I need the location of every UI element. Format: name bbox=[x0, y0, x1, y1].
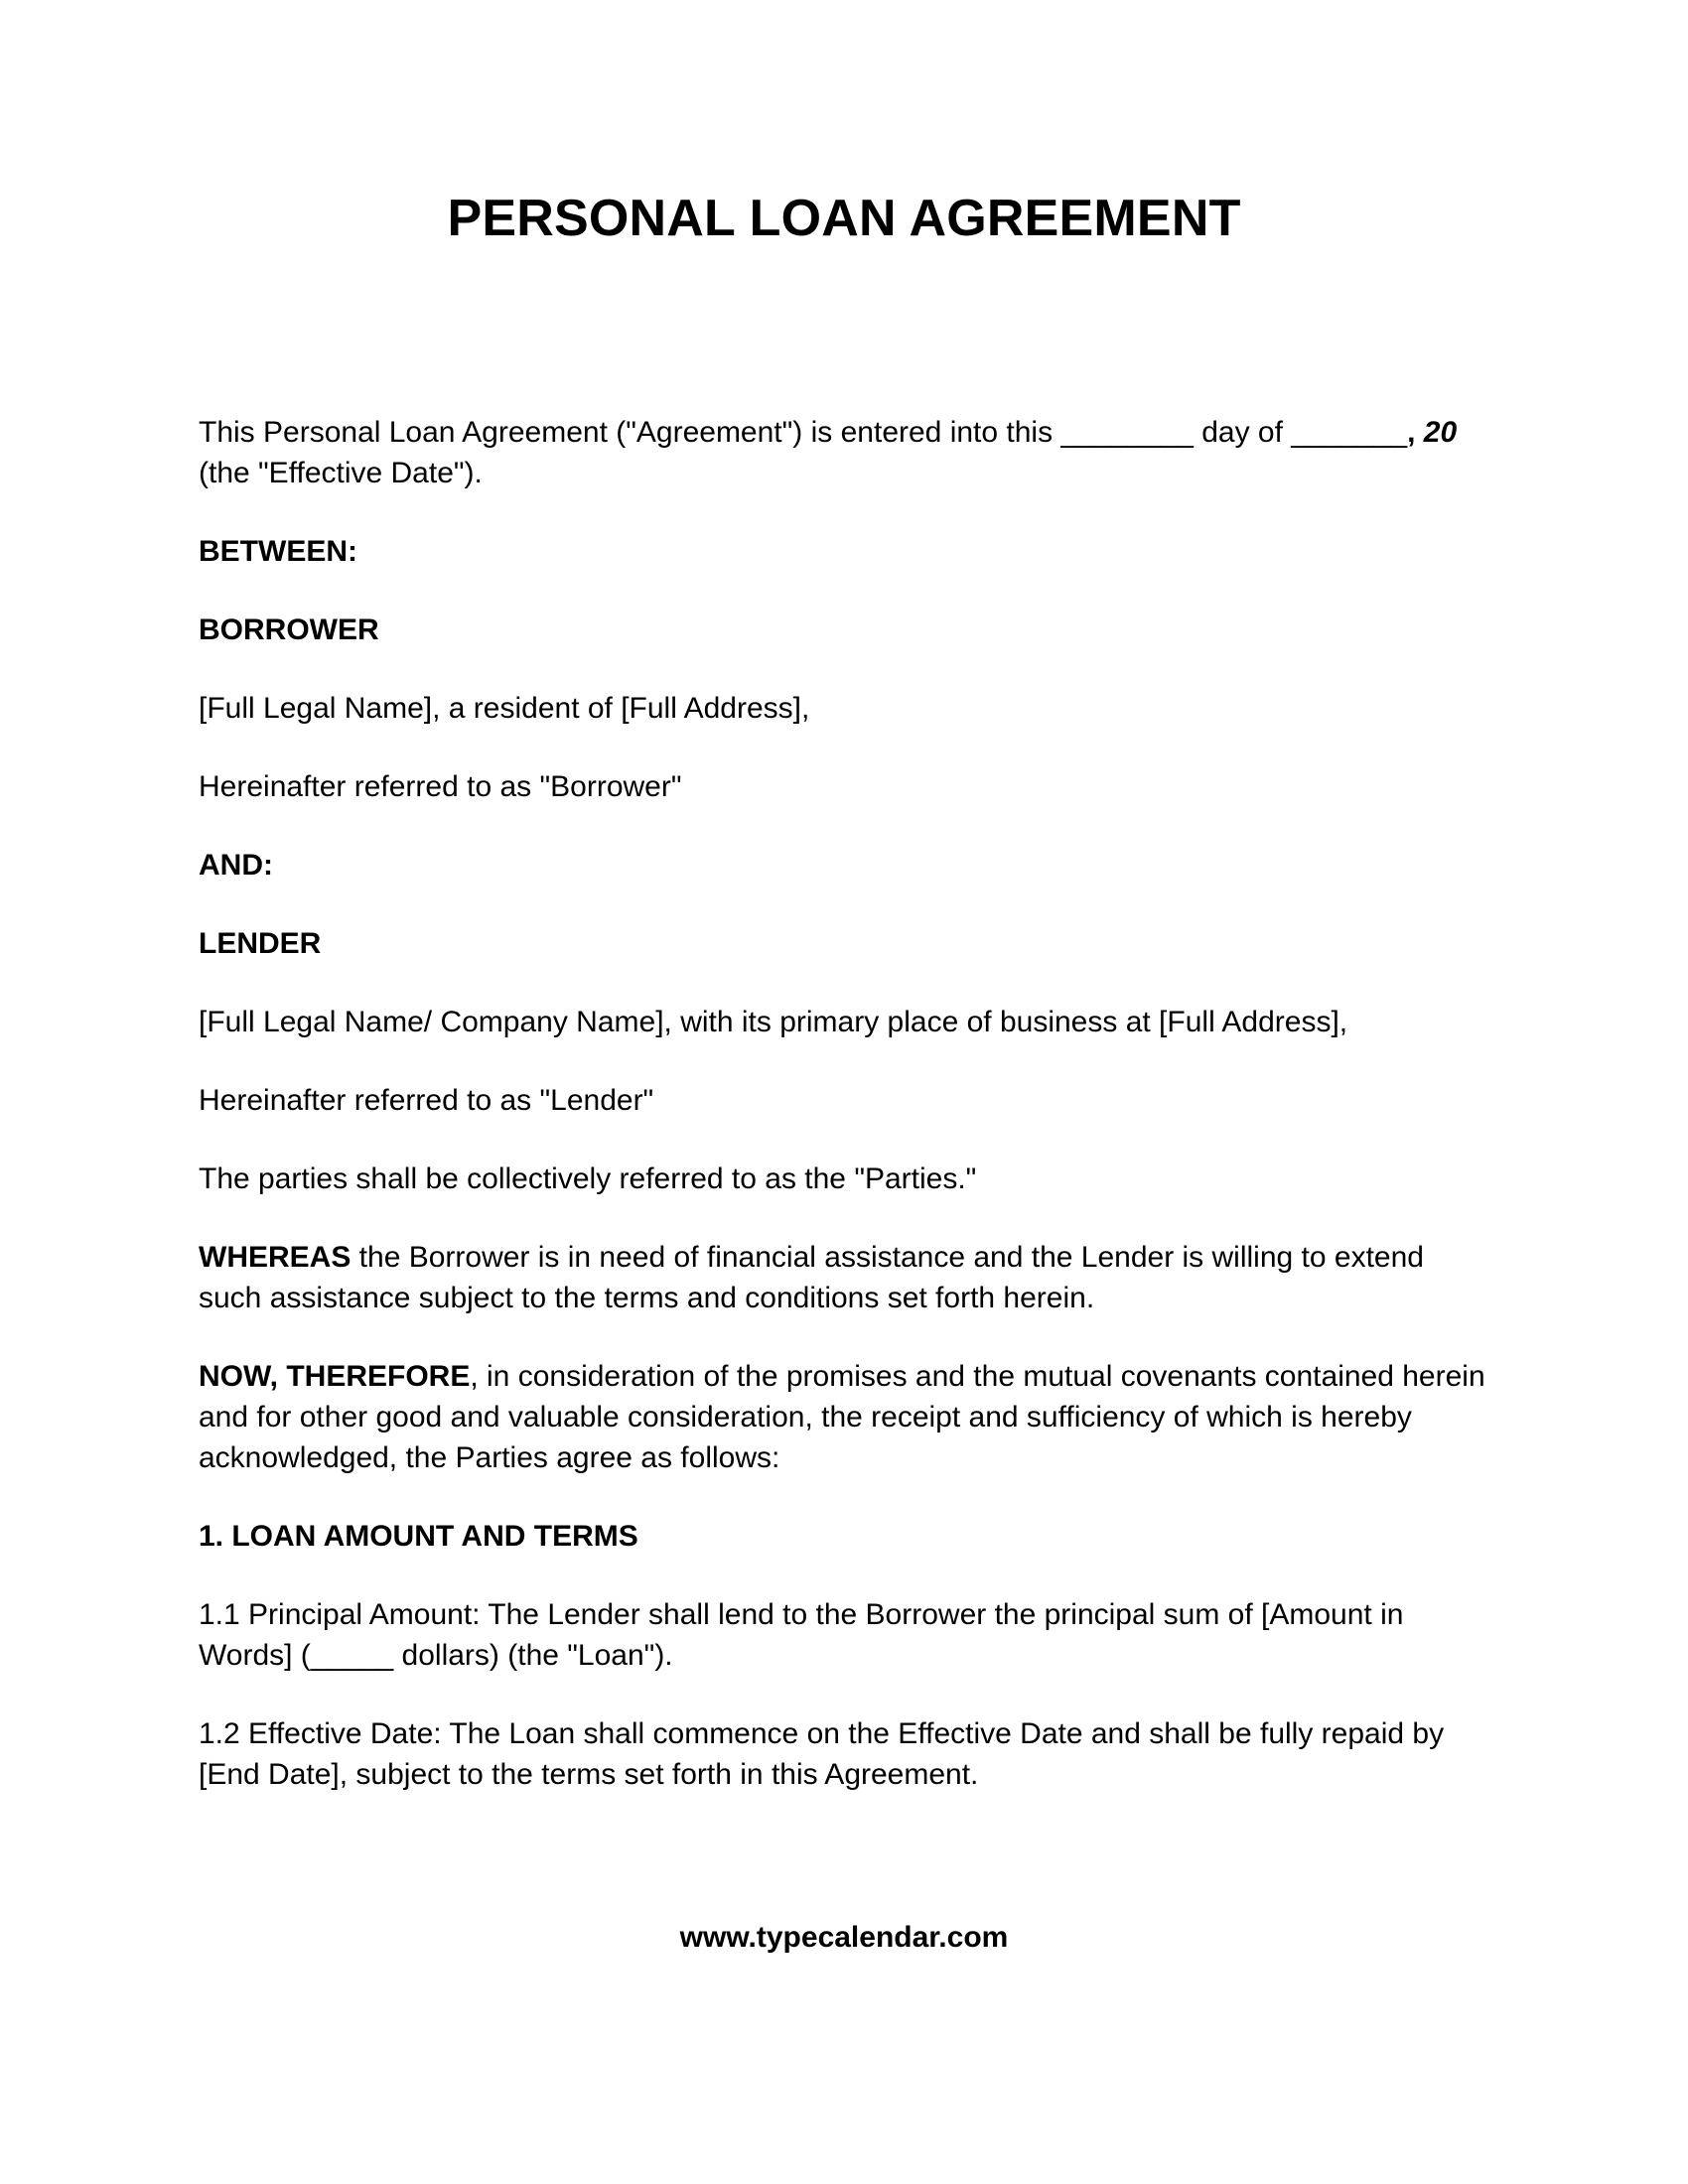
between-heading: BETWEEN: bbox=[199, 535, 357, 568]
borrower-heading: BORROWER bbox=[199, 614, 379, 646]
clause-1-2: 1.2 Effective Date: The Loan shall commence on the Effective Date and shall be fully repaid by [End Date], subject to the terms set forth in this Agreement. bbox=[199, 1717, 1445, 1791]
clause-1-1: 1.1 Principal Amount: The Lender shall lend to the Borrower the principal sum of [Amount in Words] (_____ dollars) (the "Loan"). bbox=[199, 1598, 1404, 1672]
whereas-paragraph bbox=[199, 1237, 1489, 1318]
intro-effective-date: (the "Effective Date"). bbox=[199, 457, 483, 489]
lender-referred: Hereinafter referred to as "Lender" bbox=[199, 1084, 654, 1117]
footer-website: www.typecalendar.com bbox=[679, 1921, 1009, 1954]
intro-comma: , bbox=[1407, 416, 1416, 449]
now-therefore-lead: NOW, THEREFORE bbox=[199, 1360, 471, 1393]
section-1-heading: 1. LOAN AMOUNT AND TERMS bbox=[199, 1520, 638, 1553]
now-therefore-paragraph bbox=[199, 1356, 1489, 1478]
and-heading: AND: bbox=[199, 849, 273, 882]
borrower-details: [Full Legal Name], a resident of [Full Address], bbox=[199, 692, 810, 725]
now-therefore-text: , in consideration of the promises and the mutual covenants contained herein and for other good and valuable consideration, the receipt and sufficiency of which is hereby acknowledged, the Parties agree as follows: bbox=[199, 1360, 1485, 1474]
borrower-referred: Hereinafter referred to as "Borrower" bbox=[199, 770, 682, 803]
lender-details: [Full Legal Name/ Company Name], with its primary place of business at [Full Address], bbox=[199, 1006, 1348, 1038]
parties-paragraph: The parties shall be collectively referred to as the "Parties." bbox=[199, 1162, 977, 1195]
intro-text: This Personal Loan Agreement ("Agreement") is entered into this ________ day of _______ bbox=[199, 416, 1408, 449]
intro-year: 20 bbox=[1423, 416, 1458, 449]
whereas-lead: WHEREAS bbox=[199, 1241, 352, 1274]
intro-paragraph bbox=[199, 412, 1489, 493]
document-title: PERSONAL LOAN AGREEMENT bbox=[447, 190, 1241, 247]
whereas-text: the Borrower is in need of financial assistance and the Lender is willing to extend such assistance subject to the terms and conditions set forth herein. bbox=[199, 1241, 1424, 1314]
lender-heading: LENDER bbox=[199, 927, 322, 960]
document-body bbox=[199, 412, 1489, 1833]
